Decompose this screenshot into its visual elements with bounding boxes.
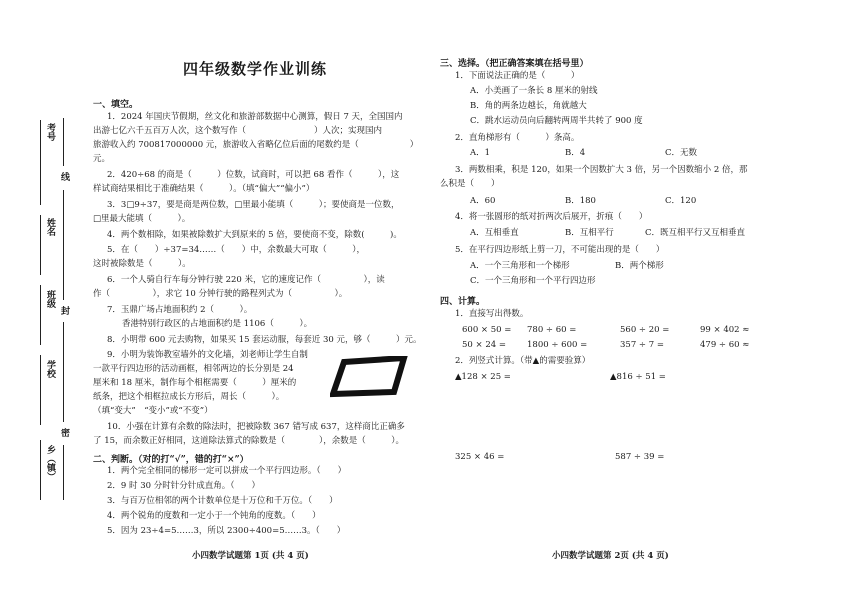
c4-option-c: C．既互相平行又互相垂直	[645, 228, 746, 238]
name-label: 姓名	[45, 218, 55, 236]
c1-option-a: A．小美画了一条长 8 厘米的射线	[470, 86, 598, 96]
c3-option-a: A．60	[470, 196, 496, 206]
q9-line5: （填“变大” “变小”或“不变”）	[93, 406, 213, 416]
q9-line3: 厘米和 18 厘米，制作每个相框需要（ ）厘米的	[93, 378, 297, 388]
vertical-calc-item: ▲816 ÷ 51 =	[610, 372, 666, 382]
seal-char: 封	[59, 306, 69, 315]
vertical-calc-item: ▲128 × 25 =	[455, 372, 511, 382]
c3-question-line2: 么积是（ ）	[440, 179, 500, 189]
calc-item: 560 ÷ 20 =	[620, 325, 670, 335]
seal-line-char: 线	[59, 172, 69, 181]
q9-line1: 9．小明为装饰教室墙外的文化墙，刘老师让学生自制	[107, 350, 308, 360]
q9-line2: 一款平行四边形的活动画框，相邻两边的长分别是 24	[93, 364, 294, 374]
c5-option-b: B．两个梯形	[615, 261, 664, 271]
c3-option-b: B．180	[565, 196, 596, 206]
parallelogram-frame-figure	[330, 356, 410, 398]
q10-line1: 10．小强在计算有余数的除法时，把被除数 367 错写成 637，这样商比正确多	[107, 422, 405, 432]
calc-item: 99 × 402 ≈	[700, 325, 750, 335]
vertical-calc-item: 587 ÷ 39 =	[615, 452, 665, 462]
q6-line2: 作（ ），求它 10 分钟行驶的路程列式为（ ）。	[93, 289, 348, 299]
left-page-footer: 小四数学试题第 1页 (共 4 页)	[192, 551, 309, 561]
township-label: 乡（镇）	[45, 445, 55, 481]
q6-line1: 6．一个人骑自行车每分钟行驶 220 米，它的速度记作（ ），读	[107, 275, 385, 285]
right-page-footer: 小四数学试题第 2页 (共 4 页)	[552, 551, 669, 561]
q7-line1: 7．玉鼎广场占地面积约 2（ ）。	[107, 305, 253, 315]
q2-line1: 2．420÷68 的商是（ ）位数，试商时，可以把 68 看作（ ），这	[107, 170, 400, 180]
c5-option-c: C．一个三角形和一个平行四边形	[470, 276, 596, 286]
judge-3: 3．与百万位相邻的两个计数单位是十万位和千万位。（ ）	[107, 496, 338, 506]
calc-item: 600 × 50 =	[462, 325, 512, 335]
c4-option-b: B．互相平行	[565, 228, 614, 238]
q1-line2: 出游七亿六千五百万人次，这个数写作（ ）人次；实现国内	[93, 126, 383, 136]
c1-option-b: B．角的两条边越长，角就越大	[470, 101, 587, 111]
c2-option-b: B．4	[565, 148, 586, 158]
class-label: 班级	[45, 290, 55, 308]
calc-item: 1800 ÷ 600 =	[527, 340, 588, 350]
exam-number-label: 考号	[45, 123, 55, 141]
page-title: 四年级数学作业训练	[183, 60, 328, 78]
q3-line1: 3．3□9÷37，要是商是两位数，□里最小能填（ ）；要使商是一位数，	[107, 200, 400, 210]
q2-line2: 样试商结果相比于准确结果（ ）。（填“偏大”“偏小”）	[93, 184, 315, 194]
judge-4: 4．两个锐角的度数和一定小于一个钝角的度数。（ ）	[107, 511, 321, 521]
c5-question: 5．在平行四边形纸上剪一刀，不可能出现的是（ ）	[455, 245, 665, 255]
section-judge-heading: 二、判断。（对的打“√”，错的打“×”）	[93, 455, 249, 465]
q9-line4: 纸条，把这个相框拉成长方形后，周长（ ）。	[93, 392, 285, 402]
c1-option-c: C．跳水运动员向后翻转两周半共转了 900 度	[470, 116, 643, 126]
c2-option-c: C．无数	[665, 148, 698, 158]
q4: 4．两个数相除，如果被除数扩大到原来的 5 倍，要使商不变，除数( )。	[107, 230, 402, 240]
vertical-calc-item: 325 × 46 =	[455, 452, 505, 462]
c5-option-a: A．一个三角形和一个梯形	[470, 261, 570, 271]
c2-question: 2．直角梯形有（ ）条高。	[455, 133, 580, 143]
c1-question: 1．下面说法正确的是（ ）	[455, 71, 580, 81]
section-calc-heading: 四、计算。	[440, 297, 486, 307]
calc-vertical-label: 2．列竖式计算。（带▲的需要验算）	[455, 356, 591, 366]
calc-item: 50 × 24 =	[462, 340, 506, 350]
q3-line2: □里最大能填（ ）。	[93, 214, 191, 224]
c3-option-c: C．120	[665, 196, 697, 206]
judge-2: 2．9 时 30 分时针分针成直角。（ ）	[107, 481, 260, 491]
c2-option-a: A．1	[470, 148, 491, 158]
c4-question: 4．将一张圆形的纸对折两次后展开，折痕（ ）	[455, 212, 648, 222]
secret-char: 密	[59, 428, 69, 437]
q1-line4: 元。	[93, 154, 111, 164]
q5-line2: 这时被除数是（ ）。	[93, 259, 191, 269]
section-fill-heading: 一、填空。	[93, 100, 139, 110]
judge-5: 5．因为 23÷4=5……3，所以 2300÷400=5……3。（ ）	[107, 526, 346, 536]
c3-question-line1: 3．两数相乘，积是 120，如果一个因数扩大 3 倍，另一个因数缩小 2 倍，那	[455, 165, 748, 175]
judge-1: 1．两个完全相同的梯形一定可以拼成一个平行四边形。（ ）	[107, 466, 347, 476]
calc-item: 479 ÷ 60 ≈	[700, 340, 750, 350]
q5-line1: 5．在（ ）÷37=34……（ ）中，余数最大可取（ ），	[107, 245, 366, 255]
calc-item: 357 ÷ 7 =	[620, 340, 664, 350]
section-choice-heading: 三、选择。（把正确答案填在括号里）	[440, 59, 589, 69]
q7-line2: 香港特别行政区的占地面积约是 1106（ ）。	[122, 319, 313, 329]
q1-line3: 旅游收入约 700817000000 元，旅游收入省略亿位后面的尾数约是（ ）	[93, 140, 419, 150]
c4-option-a: A．互相垂直	[470, 228, 519, 238]
q10-line2: 了 15，而余数正好相同，这道除法算式的除数是（ ），余数是（ ）。	[93, 436, 405, 446]
q1-line1: 1．2024 年国庆节假期，丝文化和旅游部数据中心测算，假日 7 天，全国国内	[107, 112, 403, 122]
school-label: 学校	[45, 360, 55, 378]
calc-item: 780 ÷ 60 =	[527, 325, 577, 335]
calc-direct-label: 1．直接写出得数。	[455, 309, 529, 319]
q8: 8．小明带 600 元去购物，如果买 15 套运动服，每套近 30 元，够（ ）元。	[107, 335, 422, 345]
